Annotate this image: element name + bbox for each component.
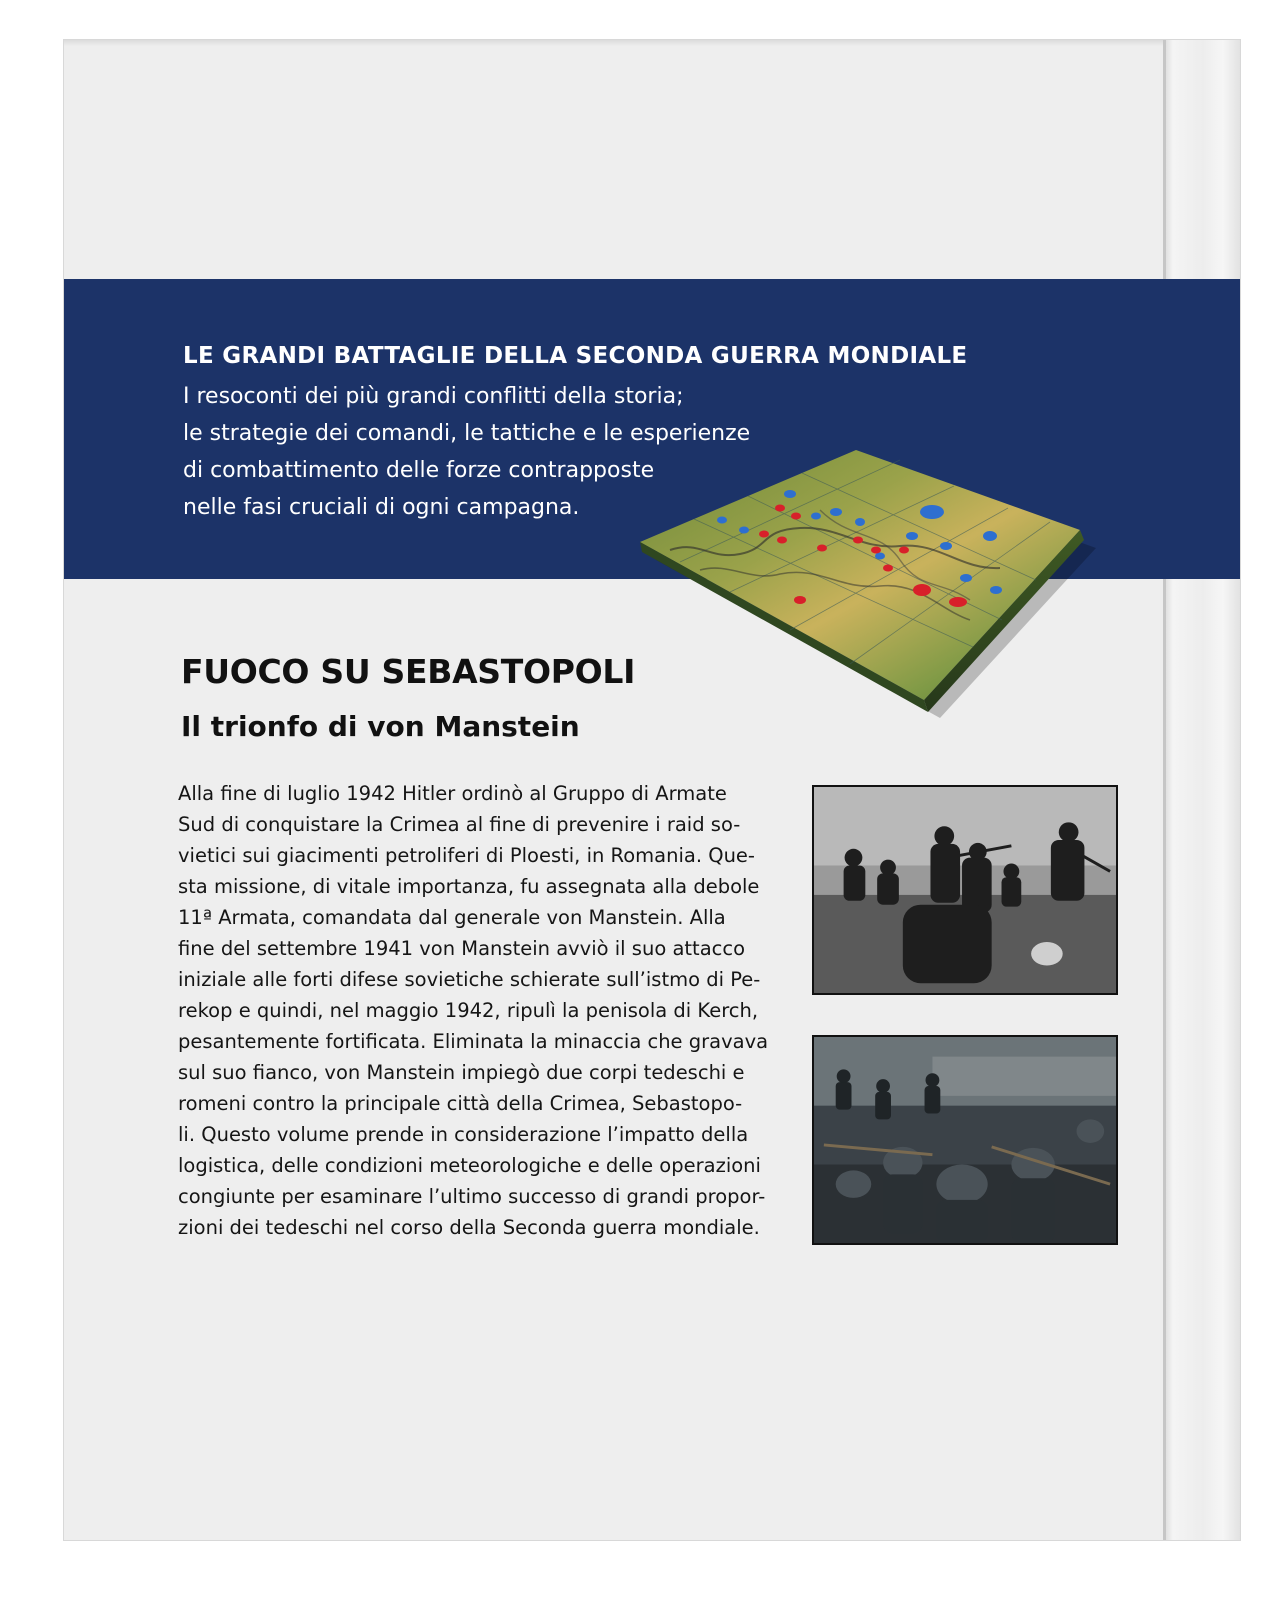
description-line: iniziale alle forti difese sovietiche schierate sull’istmo di Pe- (178, 968, 761, 991)
book-title: FUOCO SU SEBASTOPOLI (181, 652, 636, 691)
description-line: sta missione, di vitale importanza, fu assegnata alla debole (178, 875, 760, 898)
description-line: pesantemente fortificata. Eliminata la minaccia che gravava (178, 1030, 769, 1053)
description-line: logistica, delle condizioni meteorologiche e delle operazioni (178, 1154, 761, 1177)
description-line: zioni dei tedeschi nel corso della Seconda guerra mondiale. (178, 1216, 760, 1239)
description-line: 11ª Armata, comandata dal generale von Manstein. Alla (178, 906, 726, 929)
description (178, 778, 778, 1243)
book-spine (1163, 40, 1240, 1540)
description-line: Alla fine di luglio 1942 Hitler ordinò al Gruppo di Armate (178, 782, 727, 805)
description-line: rekop e quindi, nel maggio 1942, ripulì la penisola di Kerch, (178, 999, 759, 1022)
description-line: Sud di conquistare la Crimea al fine di prevenire i raid so- (178, 813, 741, 836)
soldiers-in-helmets-painting (812, 1035, 1118, 1245)
description-line: sul suo fianco, von Manstein impiegò due corpi tedeschi e (178, 1061, 745, 1084)
terrain-battle-map (640, 450, 1110, 730)
cover-top-edge (64, 40, 1240, 46)
soldiers-advancing-photo (812, 785, 1118, 995)
description-line: fine del settembre 1941 von Manstein avviò il suo attacco (178, 937, 746, 960)
tagline-line: di combattimento delle forze contrapposte (183, 458, 655, 483)
spine-groove (1163, 40, 1166, 1540)
tagline-line: I resoconti dei più grandi conflitti della storia; (183, 384, 684, 409)
description-line: vietici sui giacimenti petroliferi di Ploesti, in Romania. Que- (178, 844, 755, 867)
description-line: congiunte per esaminare l’ultimo successo di grandi propor- (178, 1185, 766, 1208)
tagline-line: le strategie dei comandi, le tattiche e le esperienze (183, 421, 751, 446)
description-line: romeni contro la principale città della Crimea, Sebastopo- (178, 1092, 743, 1115)
book-subtitle: Il trionfo di von Manstein (181, 710, 580, 743)
series-title: LE GRANDI BATTAGLIE DELLA SECONDA GUERRA MONDIALE (183, 343, 968, 369)
description-line: li. Questo volume prende in considerazione l’impatto della (178, 1123, 749, 1146)
tagline-line: nelle fasi cruciali di ogni campagna. (183, 495, 580, 520)
